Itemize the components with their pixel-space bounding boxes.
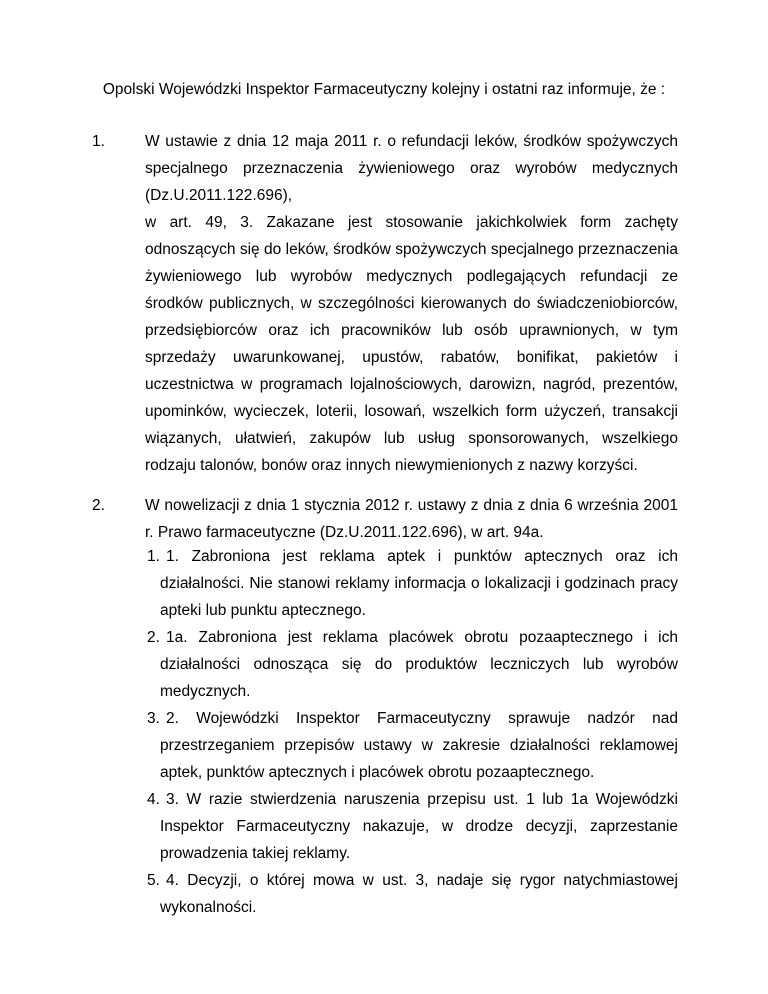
sub-item-number: 1. [147,548,160,565]
item-2-text [145,492,678,546]
sub-item-text: 1a. Zabroniona jest reklama placówek obrotu pozaaptecznego i ich działalności odnosząca się do produktów leczniczych lub wyrobów medycznych. [160,629,678,700]
sub-item-text: 2. Wojewódzki Inspektor Farmaceutyczny sprawuje nadzór nad przestrzeganiem przepisów ustawy w zakresie działalności reklamowej aptek, punktów aptecznych i placówek obrotu pozaaptecznego. [160,710,678,781]
sub-item-text: 4. Decyzji, o której mowa w ust. 3, nadaje się rygor natychmiastowej wykonalności. [160,872,678,916]
paragraph: W nowelizacji z dnia 1 stycznia 2012 r. ustawy z dnia z dnia 6 września 2001 r. Prawo farmaceutyczne (Dz.U.2011.122.696), w art. 94a. [145,497,678,541]
sub-item-number: 5. [147,872,160,889]
paragraph: W ustawie z dnia 12 maja 2011 r. o refundacji leków, środków spożywczych specjalnego przeznaczenia żywieniowego oraz wyrobów medycznych (Dz.U.2011.122.696), [145,133,678,204]
item-number: 2. [92,497,105,514]
item-1-text [145,128,678,479]
intro-line: Opolski Wojewódzki Inspektor Farmaceutyczny kolejny i ostatni raz informuje, że : [102,81,666,98]
sub-item-3 [147,705,678,786]
paragraph: w art. 49, 3. Zakazane jest stosowanie jakichkolwiek form zachęty odnoszących się do leków, środków spożywczych specjalnego przeznaczenia żywieniowego lub wyrobów medycznych podlegających refundacji ze środków publicznych, w szczególności kierowanych do świadczeniobiorców, przedsiębiorców oraz ich pracowników lub osób uprawnionych, w tym sprzedaży uwarunkowanej, upustów, rabatów, bonifikat, pakietów i uczestnictwa w programach lojalnościowych, darowizn, nagród, prezentów, upominków, wycieczek, loterii, losowań, wszelkich form użyczeń, transakcji wiązanych, ułatwień, zakupów lub usług sponsorowanych, wszelkiego rodzaju talonów, bonów oraz innych niewymienionych z nazwy korzyści. [145,214,678,474]
sub-item-number: 4. [147,791,160,808]
sub-item-2 [147,624,678,705]
sub-item-4 [147,786,678,867]
sub-item-number: 3. [147,710,160,727]
sub-item-1 [147,543,678,624]
sub-item-text: 1. Zabroniona jest reklama aptek i punktów aptecznych oraz ich działalności. Nie stanowi reklamy informacja o lokalizacji i godzinach pracy apteki lub punktu aptecznego. [160,548,678,619]
sub-item-text: 3. W razie stwierdzenia naruszenia przepisu ust. 1 lub 1a Wojewódzki Inspektor Farmaceutyczny nakazuje, w drodze decyzji, zaprzestanie prowadzenia takiej reklamy. [160,791,678,862]
item-number: 1. [92,133,105,150]
sub-item-number: 2. [147,629,160,646]
sub-item-5 [147,867,678,921]
